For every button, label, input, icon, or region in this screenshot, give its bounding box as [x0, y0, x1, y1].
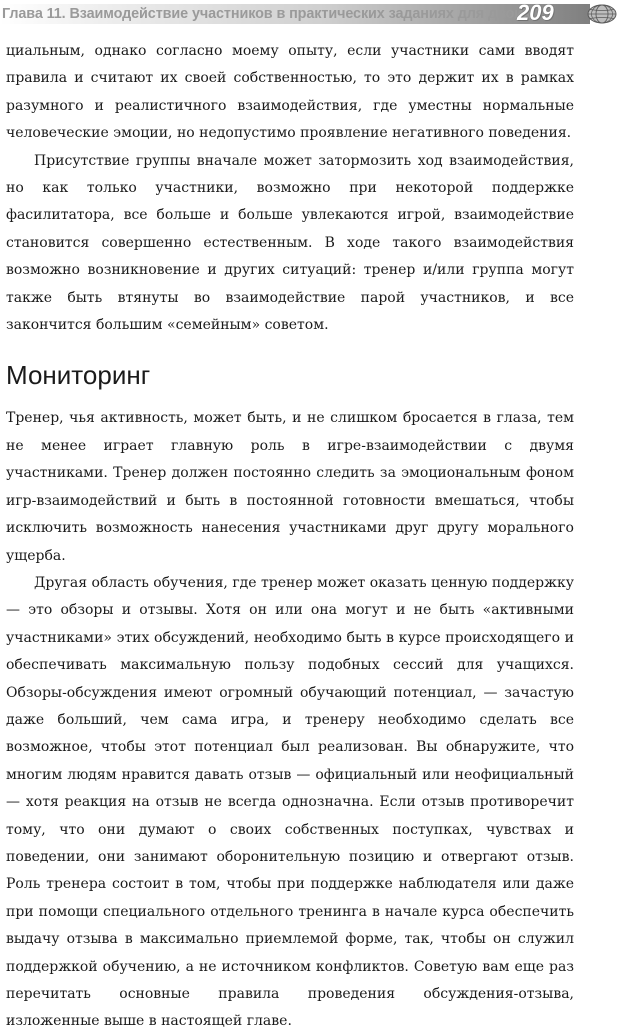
- paragraph: Присутствие группы вначале может затормозить ход взаимодействия, но как только участники, возможно при некоторой поддержке фасилитатора, все больше и больше увлекаются игрой, взаимодействие становится совершенно естественным. В ходе такого взаимодействия возможно возникновение и других ситуаций: тренер и/или группа могут также быть втянуты во взаимодействие парой участников, и все закончится большим «семейным» советом.: [6, 152, 574, 334]
- page-number: 209: [517, 0, 554, 25]
- page-body: [6, 38, 574, 1036]
- section-heading: Мониторинг: [6, 360, 151, 391]
- paragraph: Другая область обучения, где тренер может оказать ценную поддержку — это обзоры и отзывы. Хотя он или она могут и не быть «активными участниками» этих обсуждений, необходимо быть в курсе происходящего и обеспечивать максимальную пользу подобных сессий для учащихся. Обзоры-обсуждения имеют огромный обучающий потенциал, — зачастую даже больший, чем сама игра, и тренеру необходимо сделать все возможное, чтобы этот потенциал был реализован. Вы обнаружите, что многим людям нравится давать отзыв — официальный или неофициальный — хотя реакция на отзыв не всегда однозначна. Если отзыв противоречит тому, что они думают о своих собственных поступках, чувствах и поведении, они занимают оборонительную позицию и отвергают отзыв. Роль тренера состоит в том, чтобы при поддержке наблюдателя или даже при помощи специального отдельного тренинга в начале курса обеспечить выдачу отзыва в максимально приемлемой форме, так, чтобы он служил поддержкой обучению, а не источником конфликтов. Советую вам еще раз перечитать основные правила проведения обсуждения-отзыва, изложенные выше в настоящей главе.: [6, 574, 574, 1030]
- globe-icon: [586, 3, 618, 25]
- chapter-title: Глава 11. Взаимодействие участников в практических заданиях для двоих: [2, 6, 531, 22]
- running-header: [0, 0, 620, 26]
- paragraph: Тренер, чья активность, может быть, и не слишком бросается в глаза, тем не менее играет главную роль в игре-взаимодействии с двумя участниками. Тренер должен постоянно следить за эмоциональным фоном игр-взаимодействий и быть в постоянной готовности вмешаться, чтобы исключить возможность нанесения участниками друг другу морального ущерба.: [6, 410, 574, 564]
- paragraph: циальным, однако согласно моему опыту, если участники сами вводят правила и считают их своей собственностью, то это держит их в рамках разумного и реалистичного взаимодействия, где уместны нормальные человеческие эмоции, но недопустимо проявление негативного поведения.: [6, 43, 574, 142]
